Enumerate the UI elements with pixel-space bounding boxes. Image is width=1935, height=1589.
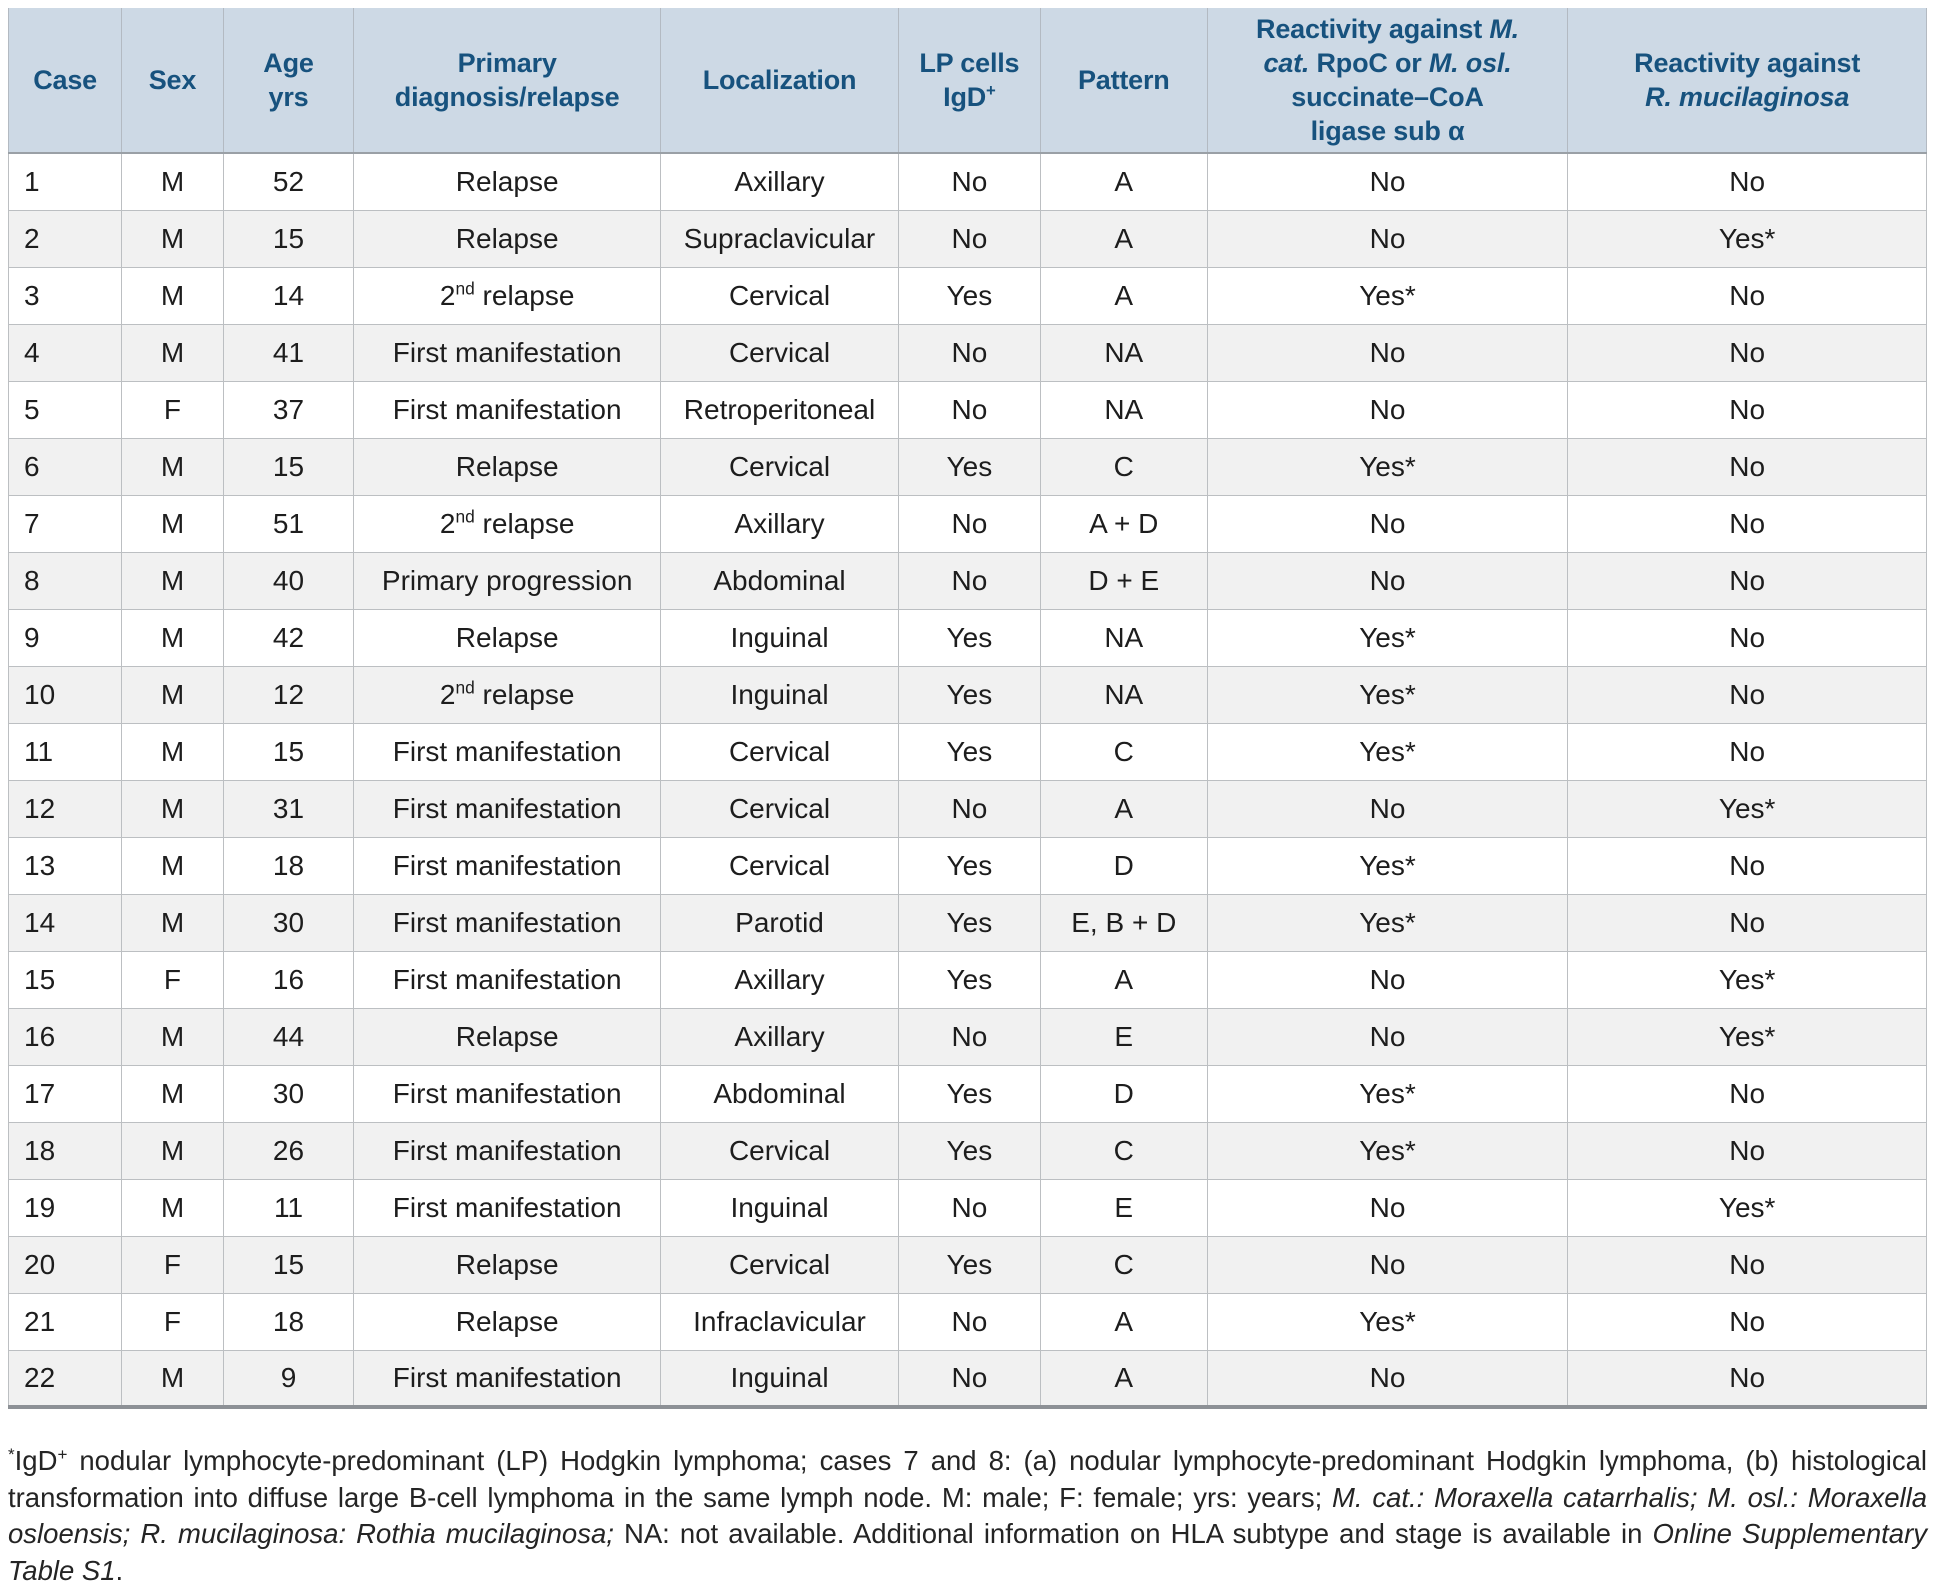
cell-reactivity-rothia: No [1568, 324, 1927, 381]
cell-lp-cells-igd: No [898, 495, 1040, 552]
cell-localization: Inguinal [661, 666, 899, 723]
table-row [9, 1293, 1927, 1350]
cell-pattern: A [1040, 210, 1207, 267]
cell-age: 15 [223, 210, 353, 267]
cell-pattern: E, B + D [1040, 894, 1207, 951]
cell-case: 5 [9, 381, 122, 438]
cell-case: 14 [9, 894, 122, 951]
table-row [9, 1236, 1927, 1293]
cell-lp-cells-igd: No [898, 552, 1040, 609]
cell-reactivity-moraxella: No [1207, 153, 1568, 210]
cell-reactivity-moraxella: No [1207, 1008, 1568, 1065]
cell-localization: Inguinal [661, 609, 899, 666]
cell-reactivity-rothia: No [1568, 267, 1927, 324]
cell-reactivity-moraxella: Yes* [1207, 666, 1568, 723]
cell-pattern: A [1040, 1350, 1207, 1407]
cell-sex: M [122, 153, 224, 210]
cell-localization: Axillary [661, 153, 899, 210]
cell-primary-diagnosis: Primary progression [354, 552, 661, 609]
cell-age: 44 [223, 1008, 353, 1065]
cell-age: 51 [223, 495, 353, 552]
cell-primary-diagnosis: First manifestation [354, 723, 661, 780]
cell-case: 13 [9, 837, 122, 894]
cell-localization: Inguinal [661, 1350, 899, 1407]
cell-pattern: D + E [1040, 552, 1207, 609]
cell-pattern: A [1040, 153, 1207, 210]
cell-sex: M [122, 894, 224, 951]
cell-lp-cells-igd: Yes [898, 1065, 1040, 1122]
cell-case: 12 [9, 780, 122, 837]
cell-age: 37 [223, 381, 353, 438]
col-header-pattern: Pattern [1040, 8, 1207, 153]
header-row [9, 8, 1927, 153]
cell-localization: Cervical [661, 837, 899, 894]
cell-sex: F [122, 1293, 224, 1350]
col-header-case: Case [9, 8, 122, 153]
cell-lp-cells-igd: No [898, 153, 1040, 210]
cell-localization: Cervical [661, 1236, 899, 1293]
cell-case: 1 [9, 153, 122, 210]
cell-reactivity-rothia: No [1568, 1236, 1927, 1293]
cell-sex: M [122, 1008, 224, 1065]
cell-reactivity-moraxella: Yes* [1207, 1065, 1568, 1122]
cell-reactivity-moraxella: No [1207, 552, 1568, 609]
cell-primary-diagnosis: First manifestation [354, 1065, 661, 1122]
cell-localization: Retroperitoneal [661, 381, 899, 438]
cell-reactivity-moraxella: Yes* [1207, 609, 1568, 666]
table-row [9, 609, 1927, 666]
table-body [9, 153, 1927, 1407]
cell-reactivity-rothia: Yes* [1568, 951, 1927, 1008]
cell-case: 19 [9, 1179, 122, 1236]
cell-lp-cells-igd: Yes [898, 1122, 1040, 1179]
cases-table [8, 8, 1927, 1409]
cell-age: 12 [223, 666, 353, 723]
cell-pattern: A + D [1040, 495, 1207, 552]
cell-reactivity-moraxella: Yes* [1207, 723, 1568, 780]
cell-lp-cells-igd: Yes [898, 267, 1040, 324]
cell-age: 9 [223, 1350, 353, 1407]
table-row [9, 1008, 1927, 1065]
cell-lp-cells-igd: Yes [898, 723, 1040, 780]
cell-reactivity-rothia: No [1568, 1065, 1927, 1122]
cell-primary-diagnosis: 2nd relapse [354, 267, 661, 324]
table-footnote: *IgD+ nodular lymphocyte-predominant (LP) Hodgkin lymphoma; cases 7 and 8: (a) nodular lymphocyte-predominant Hodgkin lymphoma, (b) histological transformation into diffuse large B-cell lymphoma in the same lymph node. M: male; F: female; yrs: years; M. cat.: Moraxella catarrhalis; M. osl.: Moraxella osloensis; R. mucilaginosa: Rothia mucilaginosa; NA: not available. Additional information on HLA subtype and stage is available in Online Supplementary Table S1. [8, 1444, 1927, 1586]
col-header-reactivity-moraxella: Reactivity against M. cat. RpoC or M. osl. succinate–CoA ligase sub α [1207, 8, 1568, 153]
cell-reactivity-moraxella: No [1207, 780, 1568, 837]
cell-localization: Abdominal [661, 552, 899, 609]
cell-primary-diagnosis: First manifestation [354, 951, 661, 1008]
table-row [9, 780, 1927, 837]
cell-reactivity-moraxella: No [1207, 1179, 1568, 1236]
cell-lp-cells-igd: No [898, 324, 1040, 381]
cell-primary-diagnosis: Relapse [354, 1008, 661, 1065]
cell-age: 15 [223, 723, 353, 780]
cell-age: 31 [223, 780, 353, 837]
cell-localization: Abdominal [661, 1065, 899, 1122]
cell-reactivity-rothia: No [1568, 837, 1927, 894]
table-row [9, 267, 1927, 324]
cell-lp-cells-igd: No [898, 1008, 1040, 1065]
table-row [9, 951, 1927, 1008]
cell-localization: Parotid [661, 894, 899, 951]
cell-sex: M [122, 495, 224, 552]
cell-pattern: E [1040, 1179, 1207, 1236]
cell-sex: M [122, 552, 224, 609]
cell-case: 16 [9, 1008, 122, 1065]
cell-case: 18 [9, 1122, 122, 1179]
cell-reactivity-moraxella: No [1207, 1236, 1568, 1293]
cell-reactivity-moraxella: Yes* [1207, 1122, 1568, 1179]
cell-sex: M [122, 210, 224, 267]
cell-case: 2 [9, 210, 122, 267]
cell-sex: M [122, 267, 224, 324]
cell-sex: M [122, 1065, 224, 1122]
table-row [9, 495, 1927, 552]
cell-primary-diagnosis: Relapse [354, 1293, 661, 1350]
cell-sex: M [122, 723, 224, 780]
cell-primary-diagnosis: First manifestation [354, 324, 661, 381]
cell-pattern: NA [1040, 381, 1207, 438]
cell-case: 20 [9, 1236, 122, 1293]
cell-primary-diagnosis: First manifestation [354, 837, 661, 894]
cell-case: 3 [9, 267, 122, 324]
cell-age: 42 [223, 609, 353, 666]
table-row [9, 1122, 1927, 1179]
cell-localization: Cervical [661, 723, 899, 780]
cell-reactivity-rothia: No [1568, 552, 1927, 609]
cell-reactivity-rothia: No [1568, 1293, 1927, 1350]
table-row [9, 894, 1927, 951]
cell-lp-cells-igd: Yes [898, 951, 1040, 1008]
cell-pattern: NA [1040, 609, 1207, 666]
col-header-sex: Sex [122, 8, 224, 153]
cell-primary-diagnosis: First manifestation [354, 381, 661, 438]
cell-pattern: C [1040, 1122, 1207, 1179]
cell-primary-diagnosis: First manifestation [354, 1179, 661, 1236]
cell-primary-diagnosis: Relapse [354, 1236, 661, 1293]
cell-age: 18 [223, 1293, 353, 1350]
cell-pattern: C [1040, 1236, 1207, 1293]
cell-age: 16 [223, 951, 353, 1008]
cell-reactivity-rothia: Yes* [1568, 1179, 1927, 1236]
cell-localization: Axillary [661, 951, 899, 1008]
table-row [9, 1065, 1927, 1122]
cell-reactivity-rothia: No [1568, 381, 1927, 438]
cell-localization: Infraclavicular [661, 1293, 899, 1350]
table-row [9, 723, 1927, 780]
cell-pattern: A [1040, 267, 1207, 324]
cell-primary-diagnosis: Relapse [354, 210, 661, 267]
cell-sex: F [122, 951, 224, 1008]
table-row [9, 324, 1927, 381]
cell-localization: Cervical [661, 267, 899, 324]
cell-age: 30 [223, 894, 353, 951]
cell-primary-diagnosis: Relapse [354, 153, 661, 210]
cell-lp-cells-igd: Yes [898, 438, 1040, 495]
table-row [9, 438, 1927, 495]
cell-reactivity-rothia: No [1568, 666, 1927, 723]
cell-age: 15 [223, 1236, 353, 1293]
cell-reactivity-rothia: No [1568, 153, 1927, 210]
cell-pattern: NA [1040, 324, 1207, 381]
cell-case: 6 [9, 438, 122, 495]
cell-case: 7 [9, 495, 122, 552]
table-row [9, 153, 1927, 210]
cell-reactivity-rothia: No [1568, 1122, 1927, 1179]
cell-reactivity-moraxella: Yes* [1207, 438, 1568, 495]
cell-localization: Cervical [661, 438, 899, 495]
cell-sex: M [122, 438, 224, 495]
cell-case: 9 [9, 609, 122, 666]
cell-reactivity-moraxella: No [1207, 1350, 1568, 1407]
col-header-reactivity-rothia: Reactivity against R. mucilaginosa [1568, 8, 1927, 153]
cell-lp-cells-igd: Yes [898, 666, 1040, 723]
table-row [9, 666, 1927, 723]
cell-lp-cells-igd: Yes [898, 609, 1040, 666]
cell-reactivity-rothia: No [1568, 723, 1927, 780]
cell-reactivity-rothia: No [1568, 438, 1927, 495]
cell-primary-diagnosis: Relapse [354, 438, 661, 495]
table-row [9, 1350, 1927, 1407]
cell-primary-diagnosis: First manifestation [354, 894, 661, 951]
cell-localization: Inguinal [661, 1179, 899, 1236]
cell-reactivity-moraxella: No [1207, 210, 1568, 267]
table-row [9, 837, 1927, 894]
cell-localization: Cervical [661, 1122, 899, 1179]
cell-reactivity-rothia: Yes* [1568, 1008, 1927, 1065]
cell-reactivity-moraxella: No [1207, 324, 1568, 381]
cell-lp-cells-igd: No [898, 780, 1040, 837]
cell-localization: Axillary [661, 495, 899, 552]
cell-sex: M [122, 324, 224, 381]
cell-age: 18 [223, 837, 353, 894]
col-header-primary-diagnosis: Primary diagnosis/relapse [354, 8, 661, 153]
cell-age: 26 [223, 1122, 353, 1179]
cell-pattern: C [1040, 438, 1207, 495]
cell-age: 30 [223, 1065, 353, 1122]
cell-pattern: A [1040, 780, 1207, 837]
cell-lp-cells-igd: Yes [898, 1236, 1040, 1293]
cell-case: 21 [9, 1293, 122, 1350]
cell-primary-diagnosis: Relapse [354, 609, 661, 666]
cell-reactivity-rothia: Yes* [1568, 780, 1927, 837]
cell-reactivity-rothia: No [1568, 894, 1927, 951]
cell-lp-cells-igd: Yes [898, 894, 1040, 951]
col-header-localization: Localization [661, 8, 899, 153]
cell-case: 15 [9, 951, 122, 1008]
cell-pattern: A [1040, 951, 1207, 1008]
cell-lp-cells-igd: No [898, 1350, 1040, 1407]
cell-sex: M [122, 837, 224, 894]
cell-age: 11 [223, 1179, 353, 1236]
cell-reactivity-moraxella: No [1207, 951, 1568, 1008]
cell-pattern: A [1040, 1293, 1207, 1350]
cell-pattern: C [1040, 723, 1207, 780]
col-header-age: Age yrs [223, 8, 353, 153]
cell-sex: M [122, 609, 224, 666]
cell-reactivity-moraxella: No [1207, 495, 1568, 552]
cell-primary-diagnosis: First manifestation [354, 1122, 661, 1179]
cell-sex: F [122, 381, 224, 438]
cell-reactivity-moraxella: Yes* [1207, 894, 1568, 951]
cell-pattern: NA [1040, 666, 1207, 723]
cell-primary-diagnosis: First manifestation [354, 780, 661, 837]
cell-pattern: D [1040, 837, 1207, 894]
table-row [9, 1179, 1927, 1236]
cell-lp-cells-igd: No [898, 1293, 1040, 1350]
cell-age: 52 [223, 153, 353, 210]
cell-reactivity-moraxella: Yes* [1207, 267, 1568, 324]
cell-case: 10 [9, 666, 122, 723]
cell-reactivity-moraxella: Yes* [1207, 1293, 1568, 1350]
table-row [9, 552, 1927, 609]
cell-sex: M [122, 1179, 224, 1236]
table-row [9, 381, 1927, 438]
cell-age: 41 [223, 324, 353, 381]
cell-reactivity-moraxella: Yes* [1207, 837, 1568, 894]
col-header-lp-cells-igd: LP cells IgD+ [898, 8, 1040, 153]
cell-lp-cells-igd: No [898, 381, 1040, 438]
cell-pattern: E [1040, 1008, 1207, 1065]
cell-reactivity-rothia: No [1568, 1350, 1927, 1407]
cell-reactivity-moraxella: No [1207, 381, 1568, 438]
cell-localization: Cervical [661, 324, 899, 381]
cell-primary-diagnosis: First manifestation [354, 1350, 661, 1407]
cell-sex: M [122, 780, 224, 837]
cell-reactivity-rothia: Yes* [1568, 210, 1927, 267]
cell-age: 14 [223, 267, 353, 324]
cell-lp-cells-igd: Yes [898, 837, 1040, 894]
cell-age: 40 [223, 552, 353, 609]
table-row [9, 210, 1927, 267]
cell-case: 11 [9, 723, 122, 780]
cell-primary-diagnosis: 2nd relapse [354, 495, 661, 552]
cell-case: 22 [9, 1350, 122, 1407]
cell-sex: F [122, 1236, 224, 1293]
cell-case: 8 [9, 552, 122, 609]
cell-reactivity-rothia: No [1568, 609, 1927, 666]
table-header [9, 8, 1927, 153]
cell-sex: M [122, 666, 224, 723]
cell-case: 4 [9, 324, 122, 381]
cell-reactivity-rothia: No [1568, 495, 1927, 552]
cell-case: 17 [9, 1065, 122, 1122]
cell-lp-cells-igd: No [898, 1179, 1040, 1236]
cell-localization: Axillary [661, 1008, 899, 1065]
cell-sex: M [122, 1122, 224, 1179]
cell-sex: M [122, 1350, 224, 1407]
cell-localization: Cervical [661, 780, 899, 837]
cell-primary-diagnosis: 2nd relapse [354, 666, 661, 723]
cell-age: 15 [223, 438, 353, 495]
cell-pattern: D [1040, 1065, 1207, 1122]
cell-localization: Supraclavicular [661, 210, 899, 267]
cell-lp-cells-igd: No [898, 210, 1040, 267]
